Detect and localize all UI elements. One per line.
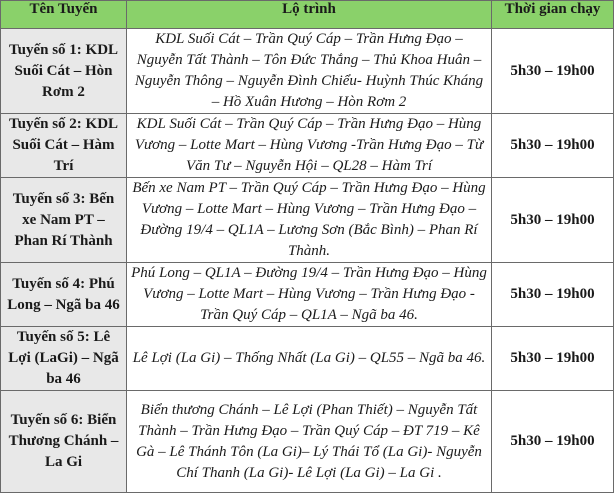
- route-name-cell: Tuyến số 3: Bến xe Nam PT – Phan Rí Thành: [1, 178, 127, 263]
- route-time-cell: 5h30 – 19h00: [492, 263, 614, 327]
- table-row: [1, 263, 614, 327]
- route-name-cell: Tuyến số 2: KDL Suối Cát – Hàm Trí: [1, 114, 127, 178]
- route-time-cell: 5h30 – 19h00: [492, 178, 614, 263]
- route-name-cell: Tuyến số 5: Lê Lợi (LaGi) – Ngã ba 46: [1, 327, 127, 391]
- header-route-name: Tên Tuyến: [1, 1, 127, 29]
- table-row: [1, 391, 614, 493]
- route-time-cell: 5h30 – 19h00: [492, 391, 614, 493]
- route-itinerary-cell: KDL Suối Cát – Trần Quý Cáp – Trần Hưng Đạo – Nguyễn Tất Thành – Tôn Đức Thắng – Thủ Khoa Huân – Nguyễn Thông – Nguyễn Đình Chiểu- Huỳnh Thúc Kháng – Hồ Xuân Hương – Hòn Rơm 2: [127, 29, 492, 114]
- table-header: [1, 1, 614, 29]
- route-itinerary-cell: Lê Lợi (La Gi) – Thống Nhất (La Gi) – QL55 – Ngã ba 46.: [127, 327, 492, 391]
- table-row: [1, 29, 614, 114]
- route-itinerary-cell: Bến xe Nam PT – Trần Quý Cáp – Trần Hưng Đạo – Hùng Vương – Lotte Mart – Hùng Vương – Trần Hưng Đạo – Đường 19/4 – QL1A – Lương Sơn (Bắc Bình) – Phan Rí Thành.: [127, 178, 492, 263]
- table-row: [1, 114, 614, 178]
- header-itinerary: Lộ trình: [127, 1, 492, 29]
- route-time-cell: 5h30 – 19h00: [492, 114, 614, 178]
- table-body: [1, 29, 614, 493]
- route-time-cell: 5h30 – 19h00: [492, 327, 614, 391]
- table-row: [1, 178, 614, 263]
- route-itinerary-cell: Biển thương Chánh – Lê Lợi (Phan Thiết) – Nguyễn Tất Thành – Trần Hưng Đạo – Trần Quý Cáp – ĐT 719 – Kê Gà – Lê Thánh Tôn (La Gi)– Lý Thái Tổ (La Gi)- Nguyễn Chí Thanh (La Gi)- Lê Lợi (La Gi) – La Gi .: [127, 391, 492, 493]
- route-name-cell: Tuyến số 6: Biển Thương Chánh – La Gi: [1, 391, 127, 493]
- header-row: [1, 1, 614, 29]
- route-name-cell: Tuyến số 1: KDL Suối Cát – Hòn Rơm 2: [1, 29, 127, 114]
- route-name-cell: Tuyến số 4: Phú Long – Ngã ba 46: [1, 263, 127, 327]
- route-time-cell: 5h30 – 19h00: [492, 29, 614, 114]
- header-operating-time: Thời gian chạy: [492, 1, 614, 29]
- route-itinerary-cell: Phú Long – QL1A – Đường 19/4 – Trần Hưng Đạo – Hùng Vương – Lotte Mart – Hùng Vương – Trần Hưng Đạo -Trần Quý Cáp – QL1A – Ngã ba 46.: [127, 263, 492, 327]
- table-row: [1, 327, 614, 391]
- route-itinerary-cell: KDL Suối Cát – Trần Quý Cáp – Trần Hưng Đạo – Hùng Vương – Lotte Mart – Hùng Vương -Trần Hưng Đạo – Từ Văn Tư – Nguyễn Hội – QL28 – Hàm Trí: [127, 114, 492, 178]
